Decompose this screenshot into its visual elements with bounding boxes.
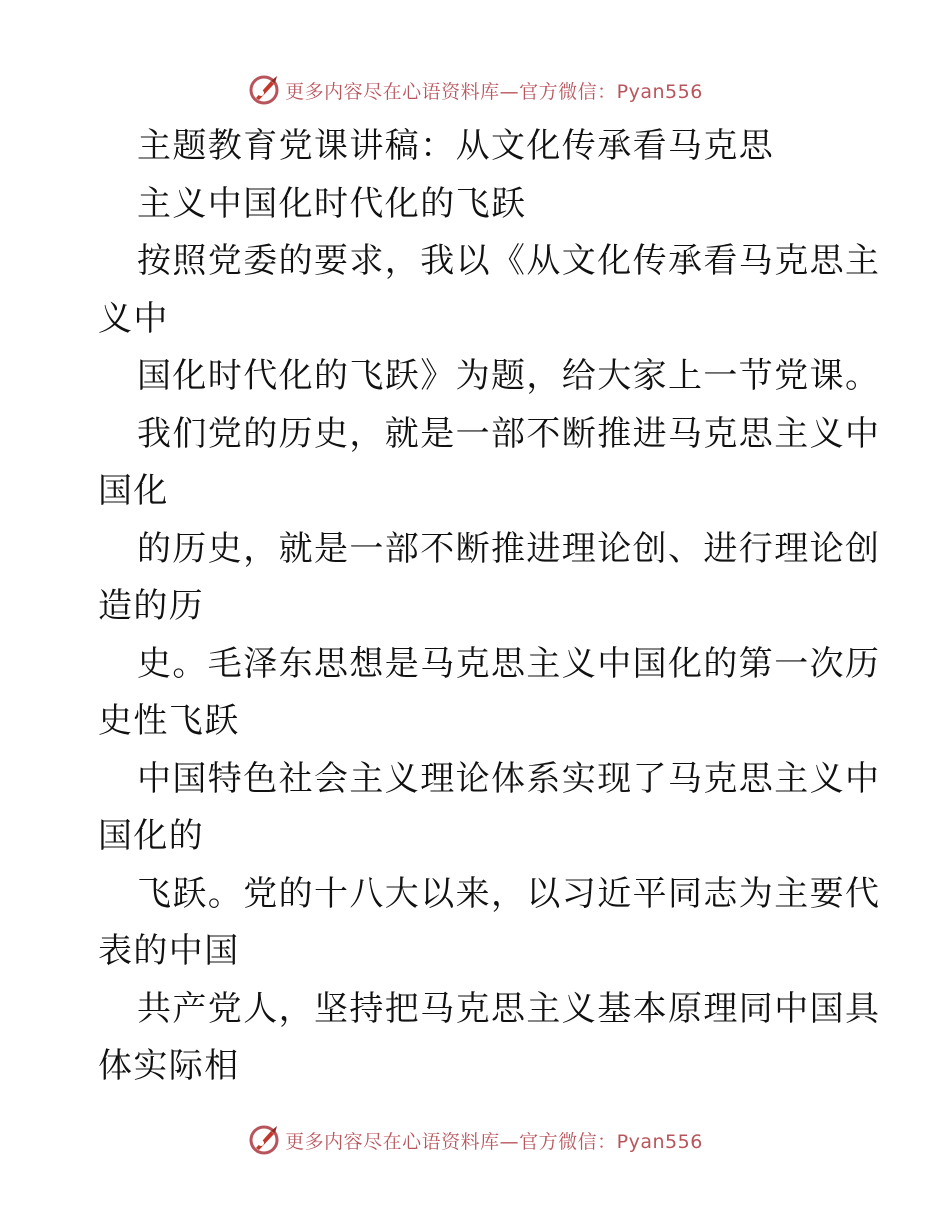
paragraph-line: 共产党人，坚持把马克思主义基本原理同中国具 bbox=[137, 988, 881, 1029]
paragraph-line: 国化的 bbox=[98, 816, 205, 856]
document-body bbox=[98, 118, 881, 1096]
paragraph-line: 史性飞跃 bbox=[98, 701, 240, 741]
paragraph-line: 史。毛泽东思想是马克思主义中国化的第一次历 bbox=[137, 643, 881, 684]
paragraph-line: 国化时代化的飞跃》为题，给大家上一节党课。 bbox=[137, 356, 881, 396]
paragraph-line: 中国特色社会主义理论体系实现了马克思主义中 bbox=[137, 758, 881, 799]
quill-pen-logo-icon bbox=[247, 1123, 281, 1157]
footer-banner-text: 更多内容尽在心语资料库—官方微信：Pyan556 bbox=[285, 1130, 703, 1153]
title-line-2: 主义中国化时代化的飞跃 bbox=[137, 183, 527, 224]
paragraph-line: 表的中国 bbox=[98, 931, 240, 971]
paragraph-line: 飞跃。党的十八大以来，以习近平同志为主要代 bbox=[137, 873, 881, 914]
quill-pen-logo-icon bbox=[247, 73, 281, 107]
paragraph-line: 国化 bbox=[98, 471, 169, 511]
paragraph-line: 造的历 bbox=[98, 586, 205, 626]
paragraph-line: 我们党的历史，就是一部不断推进马克思主义中 bbox=[137, 413, 881, 454]
title-line-1: 主题教育党课讲稿：从文化传承看马克思 bbox=[137, 126, 775, 166]
header-banner-text: 更多内容尽在心语资料库—官方微信：Pyan556 bbox=[285, 80, 703, 103]
footer-banner bbox=[0, 1120, 950, 1160]
paragraph-line: 按照党委的要求，我以《从文化传承看马克思主 bbox=[137, 241, 881, 281]
header-banner bbox=[0, 70, 950, 110]
paragraph-line: 的历史，就是一部不断推进理论创、进行理论创 bbox=[137, 528, 881, 569]
paragraph-line: 义中 bbox=[98, 298, 169, 339]
paragraph-line: 体实际相 bbox=[98, 1046, 240, 1086]
